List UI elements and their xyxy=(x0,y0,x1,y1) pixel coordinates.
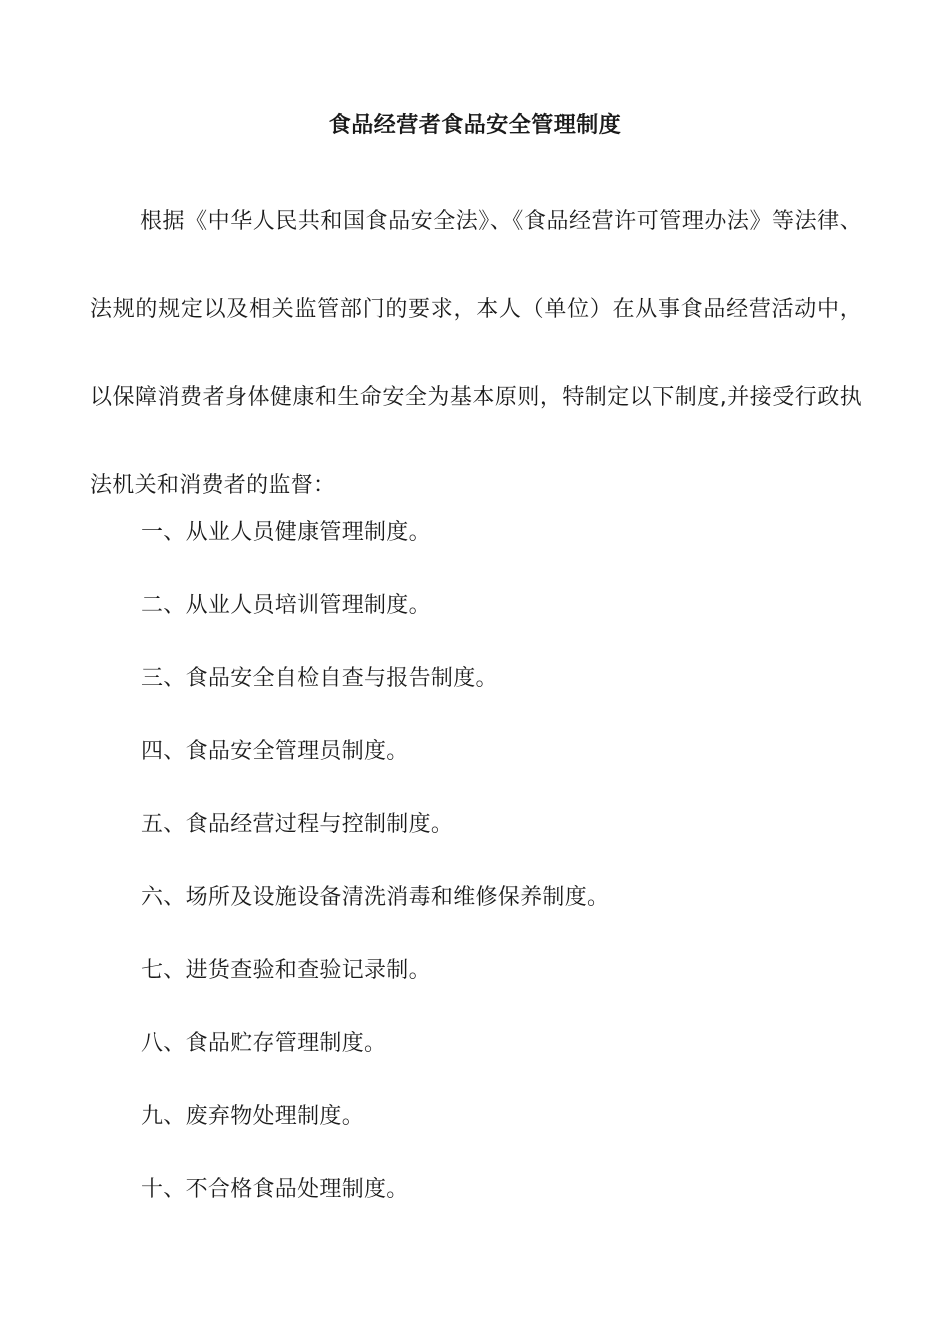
regulation-list xyxy=(141,512,861,1242)
regulation-item-5: 五、食品经营过程与控制制度。 xyxy=(141,812,454,837)
regulation-item-1: 一、从业人员健康管理制度。 xyxy=(141,520,431,545)
regulation-item-4: 四、食品安全管理员制度。 xyxy=(141,739,409,764)
document-title: 食品经营者食品安全管理制度 xyxy=(328,113,622,138)
regulation-item-10: 十、不合格食品处理制度。 xyxy=(141,1177,409,1202)
intro-paragraph: 根据《中华人民共和国食品安全法》、《食品经营许可管理办法》等法律、法规的规定以及相关监管部门的要求，本人（单位）在从事食品经营活动中，以保障消费者身体健康和生命安全为基本原则，特制定以下制度,并接受行政执法机关和消费者的监督： xyxy=(90,209,862,498)
regulation-item-7: 七、进货查验和查验记录制。 xyxy=(141,958,431,983)
regulation-item-6: 六、场所及设施设备清洗消毒和维修保养制度。 xyxy=(141,885,610,910)
regulation-item-2: 二、从业人员培训管理制度。 xyxy=(141,593,431,618)
regulation-item-9: 九、废弃物处理制度。 xyxy=(141,1104,365,1129)
regulation-item-3: 三、食品安全自检自查与报告制度。 xyxy=(141,666,498,691)
regulation-item-8: 八、食品贮存管理制度。 xyxy=(141,1031,387,1056)
